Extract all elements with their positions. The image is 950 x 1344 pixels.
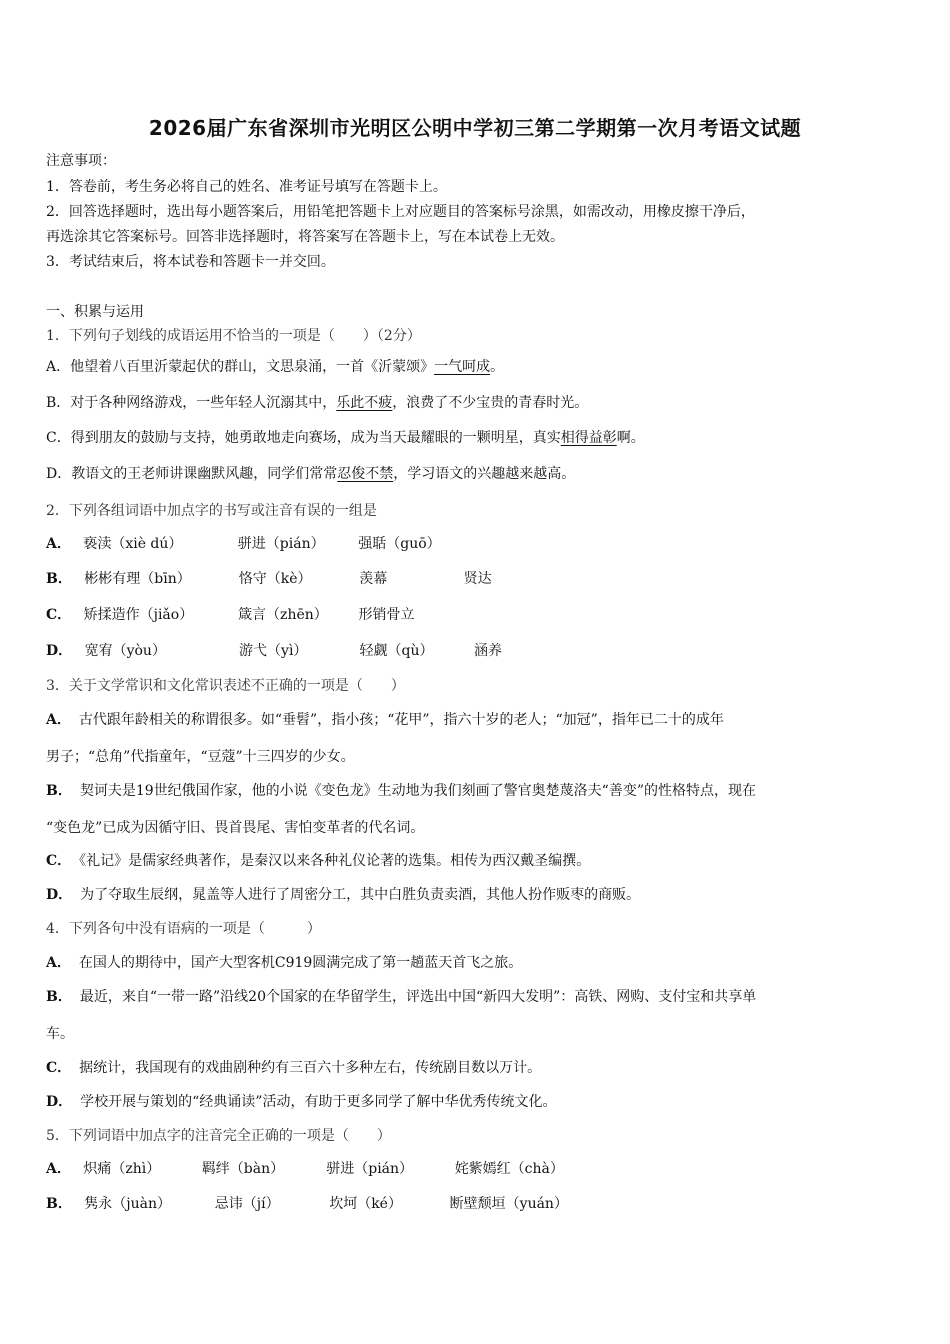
question-3-stem: 3．关于文学常识和文化常识表述不正确的一项是（ ） bbox=[46, 678, 405, 694]
q3-a-text: 古代跟年龄相关的称谓很多。如“垂髫”，指小孩；“花甲”，指六十岁的老人；“加冠”，指年已二十的成年 bbox=[78, 712, 724, 728]
q1-option-d[interactable] bbox=[46, 465, 575, 483]
q2-d-word-3: 轻觑（qù） bbox=[359, 643, 434, 659]
q5-b-word-3: 坎坷（ké） bbox=[329, 1196, 402, 1212]
q5-option-a[interactable] bbox=[46, 1160, 564, 1178]
q4-a-text: 在国人的期待中，国产大型客机C919圆满完成了第一趟蓝天首飞之旅。 bbox=[78, 955, 523, 971]
q4-option-d[interactable] bbox=[46, 1093, 556, 1111]
q1-a-text: A．他望着八百里沂蒙起伏的群山，文思泉涌，一首《沂蒙颂》 bbox=[46, 359, 435, 375]
option-letter: D． bbox=[46, 887, 73, 903]
q2-option-a[interactable] bbox=[46, 535, 441, 553]
q2-option-d[interactable] bbox=[46, 642, 502, 660]
q2-b-word-4: 贤达 bbox=[463, 571, 492, 587]
q4-option-a[interactable] bbox=[46, 954, 522, 972]
q2-option-b[interactable] bbox=[46, 570, 492, 588]
question-2-stem: 2．下列各组词语中加点字的书写或注音有误的一组是 bbox=[46, 503, 377, 519]
q3-option-b[interactable] bbox=[46, 782, 756, 800]
option-letter: C． bbox=[46, 607, 72, 623]
q2-a-word-1: 亵渎（xiè dú） bbox=[83, 536, 183, 552]
q1-a-tail: 。 bbox=[490, 359, 505, 375]
q1-a-underlined: 一气呵成 bbox=[434, 359, 491, 375]
notice-item: 2．回答选择题时，选出每小题答案后，用铅笔把答题卡上对应题目的答案标号涂黑，如需改动，用橡皮擦干净后， bbox=[46, 204, 755, 220]
option-letter: A． bbox=[46, 712, 71, 728]
q1-d-tail: ，学习语文的兴趣越来越高。 bbox=[393, 466, 576, 482]
option-letter: D． bbox=[46, 1094, 73, 1110]
q2-a-word-3: 强聒（guō） bbox=[358, 536, 441, 552]
q3-option-a[interactable] bbox=[46, 711, 724, 729]
option-letter: B． bbox=[46, 989, 72, 1005]
q2-d-word-1: 宽宥（yòu） bbox=[84, 643, 166, 659]
q2-b-word-2: 恪守（kè） bbox=[238, 571, 312, 587]
q3-option-b-cont: “变色龙”已成为因循守旧、畏首畏尾、害怕变革者的代名词。 bbox=[46, 820, 425, 836]
q2-c-word-2: 箴言（zhēn） bbox=[238, 607, 328, 623]
option-letter: B． bbox=[46, 783, 72, 799]
notice-item: 1．答卷前，考生务必将自己的姓名、准考证号填写在答题卡上。 bbox=[46, 179, 447, 195]
q5-b-word-2: 忌讳（jí） bbox=[214, 1196, 280, 1212]
option-letter: A． bbox=[46, 536, 71, 552]
q3-option-d[interactable] bbox=[46, 886, 640, 904]
option-letter: C． bbox=[46, 1060, 72, 1076]
q1-b-text: B．对于各种网络游戏，一些年轻人沉溺其中， bbox=[46, 395, 337, 411]
q4-b-text: 最近，来自“一带一路”沿线20个国家的在华留学生，评选出中国“新四大发明”：高铁、网购、支付宝和共享单 bbox=[79, 989, 757, 1005]
q1-c-tail: 啊。 bbox=[616, 430, 645, 446]
q1-option-b[interactable] bbox=[46, 394, 588, 412]
q4-option-c[interactable] bbox=[46, 1059, 541, 1077]
q3-b-text: 契诃夫是19世纪俄国作家，他的小说《变色龙》生动地为我们刻画了警官奥楚蔑洛夫“善变”的性格特点，现在 bbox=[79, 783, 756, 799]
q1-c-text: C．得到朋友的鼓励与支持，她勇敢地走向赛场，成为当天最耀眼的一颗明星，真实 bbox=[46, 430, 561, 446]
option-letter: C． bbox=[46, 853, 72, 869]
notice-item: 3．考试结束后，将本试卷和答题卡一并交回。 bbox=[46, 254, 335, 270]
q4-option-b[interactable] bbox=[46, 988, 756, 1006]
q1-c-underlined: 相得益彰 bbox=[560, 430, 617, 446]
option-letter: A． bbox=[46, 955, 71, 971]
q5-a-word-4: 姹紫嫣红（chà） bbox=[454, 1161, 564, 1177]
q1-d-text: D．教语文的王老师讲课幽默风趣，同学们常常 bbox=[46, 466, 338, 482]
q3-option-a-cont: 男子；“总角”代指童年，“豆蔻”十三四岁的少女。 bbox=[46, 749, 355, 765]
q1-d-underlined: 忍俊不禁 bbox=[337, 466, 394, 482]
q3-option-c[interactable] bbox=[46, 852, 590, 870]
q1-option-c[interactable] bbox=[46, 429, 645, 447]
q5-a-word-1: 炽痛（zhì） bbox=[83, 1161, 161, 1177]
q2-b-word-3: 羡幕 bbox=[359, 571, 388, 587]
q5-option-b[interactable] bbox=[46, 1195, 568, 1213]
notice-item: 再选涂其它答案标号。回答非选择题时，将答案写在答题卡上，写在本试卷上无效。 bbox=[46, 229, 564, 245]
q5-b-word-1: 隽永（juàn） bbox=[84, 1196, 172, 1212]
question-5-stem: 5．下列词语中加点字的注音完全正确的一项是（ ） bbox=[46, 1128, 391, 1144]
q1-b-underlined: 乐此不疲 bbox=[336, 395, 393, 411]
option-letter: D． bbox=[46, 643, 73, 659]
option-letter: A． bbox=[46, 1161, 71, 1177]
q4-c-text: 据统计，我国现有的戏曲剧种约有三百六十多种左右，传统剧目数以万计。 bbox=[79, 1060, 542, 1076]
page-title: 2026届广东省深圳市光明区公明中学初三第二学期第一次月考语文试题 bbox=[148, 116, 802, 140]
notice-heading: 注意事项： bbox=[46, 153, 116, 169]
q2-b-word-1: 彬彬有理（bīn） bbox=[84, 571, 191, 587]
q5-a-word-3: 骈进（pián） bbox=[326, 1161, 414, 1177]
q2-c-word-3: 形销骨立 bbox=[358, 607, 415, 623]
q2-d-word-4: 涵养 bbox=[473, 643, 502, 659]
q4-option-b-cont: 车。 bbox=[46, 1026, 74, 1042]
q5-a-word-2: 羁绊（bàn） bbox=[201, 1161, 285, 1177]
question-4-stem: 4．下列各句中没有语病的一项是（ ） bbox=[46, 921, 321, 937]
q2-d-word-2: 游弋（yì） bbox=[239, 643, 308, 659]
question-1-stem: 1．下列句子划线的成语运用不恰当的一项是（ ）（2分） bbox=[46, 328, 421, 344]
q5-b-word-4: 断壁颓垣（yuán） bbox=[449, 1196, 568, 1212]
option-letter: B． bbox=[46, 571, 72, 587]
q2-c-word-1: 矫揉造作（jiǎo） bbox=[83, 607, 194, 623]
q1-b-tail: ，浪费了不少宝贵的青春时光。 bbox=[392, 395, 589, 411]
q3-d-text: 为了夺取生辰纲，晁盖等人进行了周密分工，其中白胜负责卖酒，其他人扮作贩枣的商贩。 bbox=[80, 887, 641, 903]
q2-a-word-2: 骈进（pián） bbox=[237, 536, 325, 552]
option-letter: B． bbox=[46, 1196, 72, 1212]
q4-d-text: 学校开展与策划的“经典诵读”活动，有助于更多同学了解中华优秀传统文化。 bbox=[80, 1094, 557, 1110]
q3-c-text: 《礼记》是儒家经典著作，是秦汉以来各种礼仪论著的选集。相传为西汉戴圣编撰。 bbox=[79, 853, 591, 869]
q2-option-c[interactable] bbox=[46, 606, 415, 624]
q1-option-a[interactable] bbox=[46, 358, 504, 376]
section-heading: 一、积累与运用 bbox=[46, 304, 144, 320]
